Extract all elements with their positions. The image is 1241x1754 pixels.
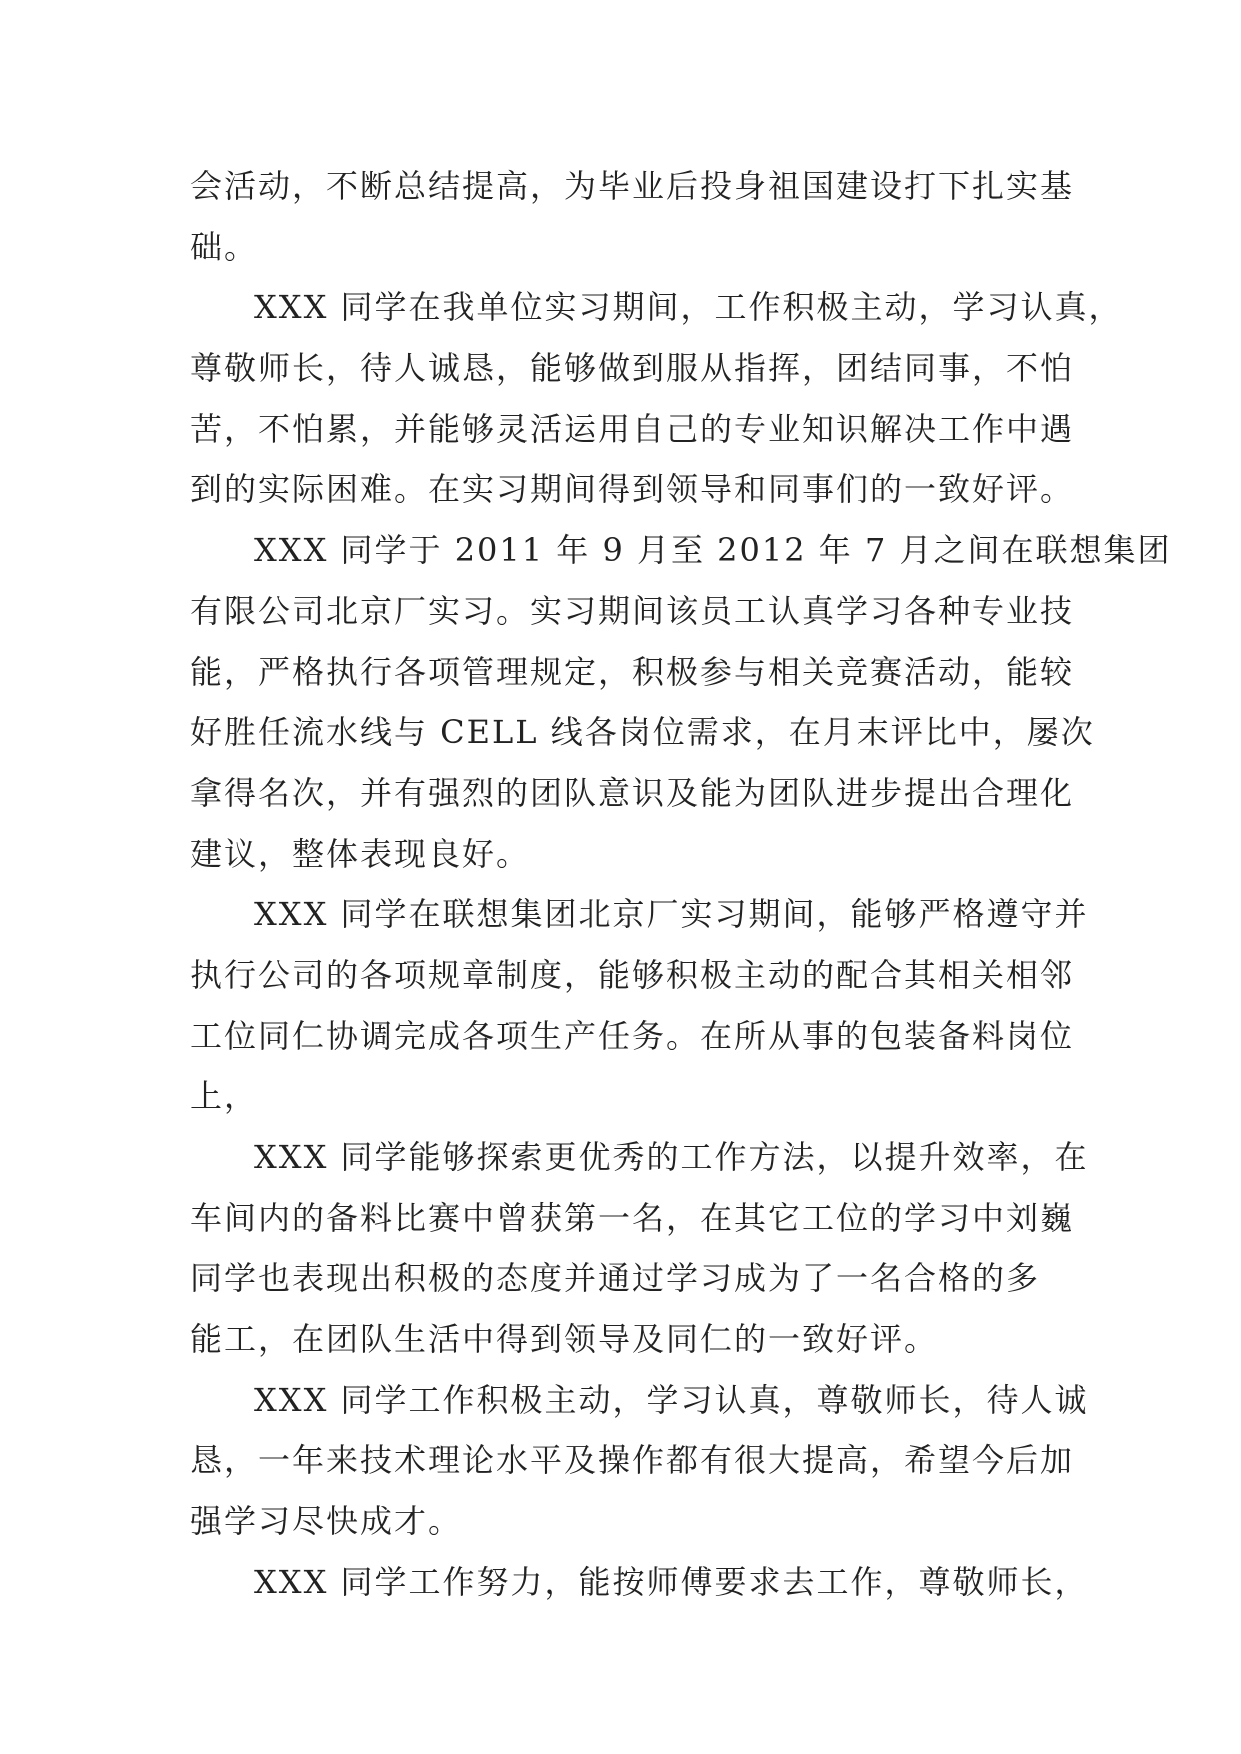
text-line: 车间内的备料比赛中曾获第一名，在其它工位的学习中刘巍 bbox=[190, 1198, 1075, 1237]
text-line: 好胜任流水线与 CELL 线各岗位需求，在月末评比中，屡次 bbox=[190, 713, 1095, 752]
text-line: 会活动，不断总结提高，为毕业后投身祖国建设打下扎实基 bbox=[190, 167, 1075, 205]
document-body bbox=[190, 156, 1172, 1613]
text-line: 建议，整体表现良好。 bbox=[190, 834, 531, 873]
paragraph-first-line: XXX 同学工作努力，能按师傅要求去工作，尊敬师长， bbox=[254, 1562, 1089, 1601]
text-line: 执行公司的各项规章制度，能够积极主动的配合其相关相邻 bbox=[190, 955, 1075, 994]
paragraph-first-line: XXX 同学工作积极主动，学习认真，尊敬师长，待人诚 bbox=[254, 1380, 1089, 1419]
text-line: 苦，不怕累，并能够灵活运用自己的专业知识解决工作中遇 bbox=[190, 409, 1075, 448]
text-line: 到的实际困难。在实习期间得到领导和同事们的一致好评。 bbox=[190, 470, 1075, 509]
text-line: 同学也表现出积极的态度并通过学习成为了一名合格的多 bbox=[190, 1259, 1041, 1298]
text-line: 能工，在团队生活中得到领导及同仁的一致好评。 bbox=[190, 1320, 939, 1359]
text-line: 能，严格执行各项管理规定，积极参与相关竞赛活动，能较 bbox=[190, 652, 1075, 691]
paragraph-first-line: XXX 同学于 2011 年 9 月至 2012 年 7 月之间在联想集团 bbox=[254, 531, 1172, 570]
text-line: 有限公司北京厂实习。实习期间该员工认真学习各种专业技 bbox=[190, 591, 1075, 630]
paragraph-first-line: XXX 同学能够探索更优秀的工作方法，以提升效率，在 bbox=[254, 1138, 1089, 1176]
text-line: 尊敬师长，待人诚恳，能够做到服从指挥，团结同事，不怕 bbox=[190, 349, 1075, 388]
text-line: 础。 bbox=[190, 227, 259, 266]
text-line: 工位同仁协调完成各项生产任务。在所从事的包装备料岗位 bbox=[190, 1016, 1075, 1055]
text-line: 强学习尽快成才。 bbox=[190, 1502, 463, 1541]
text-line: 上， bbox=[190, 1077, 259, 1116]
text-line: 恳，一年来技术理论水平及操作都有很大提高，希望今后加 bbox=[190, 1441, 1075, 1480]
text-line: 拿得名次，并有强烈的团队意识及能为团队进步提出合理化 bbox=[190, 773, 1075, 812]
paragraph-first-line: XXX 同学在联想集团北京厂实习期间，能够严格遵守并 bbox=[254, 895, 1089, 934]
paragraph-first-line: XXX 同学在我单位实习期间，工作积极主动，学习认真， bbox=[254, 288, 1123, 327]
